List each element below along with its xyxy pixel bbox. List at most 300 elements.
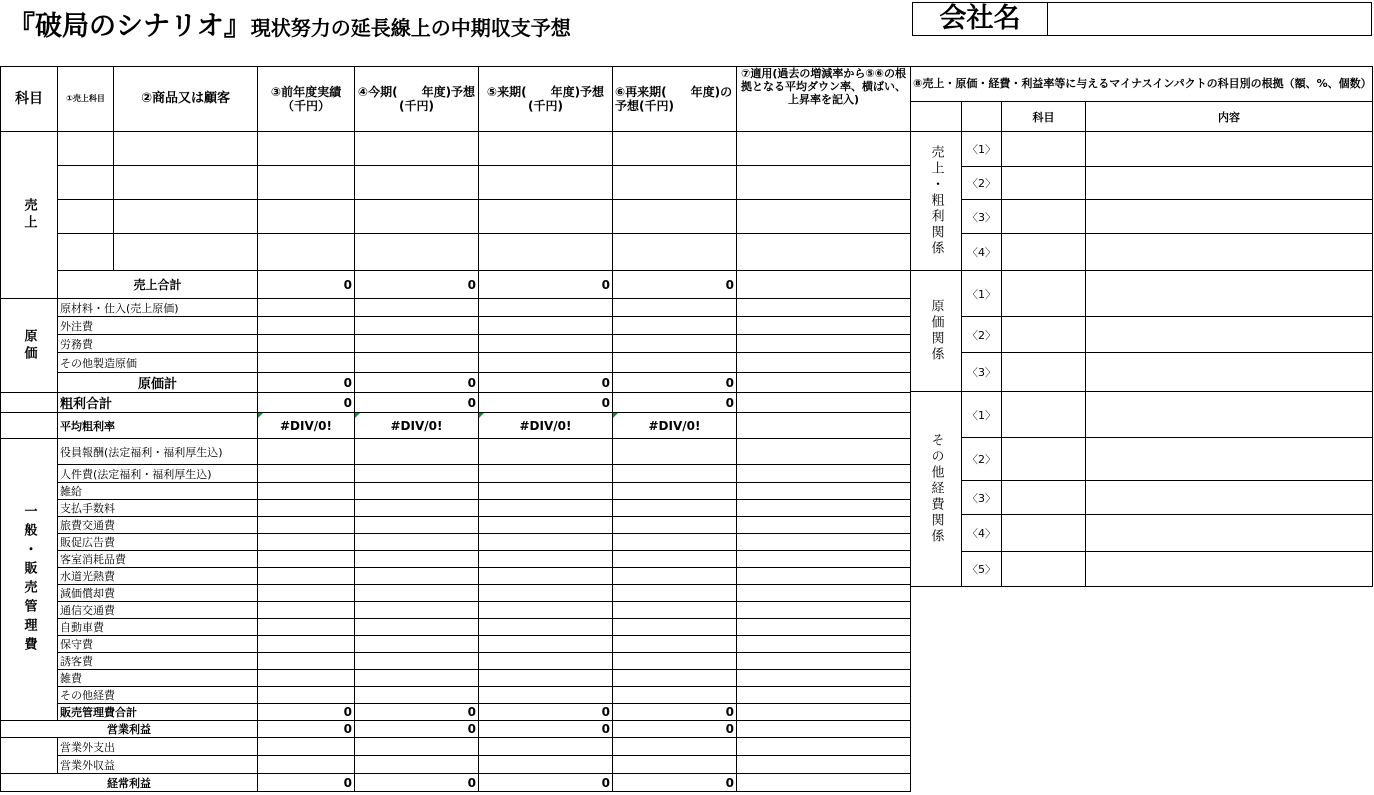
input-cell[interactable]	[613, 500, 737, 517]
input-cell[interactable]	[613, 585, 737, 602]
input-cell[interactable]	[613, 602, 737, 619]
impact-item-number: 〈4〉	[962, 234, 1002, 271]
input-cell[interactable]	[114, 234, 258, 271]
input-cell[interactable]	[1086, 353, 1373, 392]
input-cell[interactable]	[613, 670, 737, 687]
nonop-item-label: 営業外収益	[58, 756, 258, 774]
input-cell[interactable]	[737, 439, 911, 465]
input-cell[interactable]	[479, 585, 613, 602]
input-cell[interactable]	[737, 353, 911, 373]
table-row	[1, 653, 911, 670]
impact-item-number: 〈1〉	[962, 392, 1002, 438]
input-cell[interactable]	[737, 534, 911, 551]
table-row	[1, 335, 911, 353]
company-box	[912, 2, 1372, 36]
input-cell[interactable]	[355, 687, 479, 704]
value-cell: 0	[613, 271, 737, 299]
cost-item-label: 原材料・仕入(売上原価)	[58, 299, 258, 317]
blank-cell	[1, 413, 58, 439]
header-impact: ⑧売上・原価・経費・利益率等に与えるマイナスインパクトの科目別の根拠（額、%、個数）	[911, 67, 1373, 102]
input-cell[interactable]	[258, 234, 355, 271]
table-row	[1, 299, 911, 317]
input-cell[interactable]	[613, 653, 737, 670]
table-row	[1, 439, 911, 465]
input-cell[interactable]	[737, 721, 911, 738]
input-cell[interactable]	[258, 166, 355, 200]
input-cell[interactable]	[479, 500, 613, 517]
input-cell[interactable]	[479, 568, 613, 585]
input-cell[interactable]	[479, 317, 613, 335]
input-cell[interactable]	[613, 465, 737, 483]
input-cell[interactable]	[479, 551, 613, 568]
table-row	[1, 465, 911, 483]
sga-item-label: 水道光熱費	[58, 568, 258, 585]
table-row	[1, 551, 911, 568]
value-cell: 0	[258, 704, 355, 721]
input-cell[interactable]	[258, 636, 355, 653]
sga-item-label: 雑費	[58, 670, 258, 687]
input-cell[interactable]	[1002, 515, 1086, 552]
input-cell[interactable]	[355, 299, 479, 317]
input-cell[interactable]	[737, 500, 911, 517]
header-next-year: ⑤来期( 年度)予想(千円)	[479, 67, 613, 132]
input-cell[interactable]	[258, 551, 355, 568]
input-cell[interactable]	[58, 200, 114, 234]
input-cell[interactable]	[355, 166, 479, 200]
input-cell[interactable]	[1086, 438, 1373, 481]
value-cell: 0	[479, 373, 613, 393]
table-row	[911, 317, 1373, 353]
impact-item-number: 〈3〉	[962, 353, 1002, 392]
impact-group-label: その他経費関係	[911, 392, 962, 587]
input-cell[interactable]	[355, 353, 479, 373]
header-this-year: ④今期( 年度)予想(千円)	[355, 67, 479, 132]
table-row	[911, 353, 1373, 392]
input-cell[interactable]	[613, 353, 737, 373]
header-impact-kamoku: 科目	[1002, 102, 1086, 132]
table-row	[1, 166, 911, 200]
input-cell[interactable]	[1086, 481, 1373, 515]
input-cell[interactable]	[1002, 392, 1086, 438]
input-cell[interactable]	[613, 200, 737, 234]
input-cell[interactable]	[355, 335, 479, 353]
input-cell[interactable]	[737, 373, 911, 393]
value-cell: #DIV/0!	[479, 413, 613, 439]
value-cell: 0	[355, 774, 479, 792]
company-label: 会社名	[913, 3, 1048, 35]
table-row	[911, 481, 1373, 515]
input-cell[interactable]	[737, 602, 911, 619]
input-cell[interactable]	[114, 166, 258, 200]
input-cell[interactable]	[258, 465, 355, 483]
input-cell[interactable]	[737, 413, 911, 439]
input-cell[interactable]	[737, 704, 911, 721]
cost-item-label: その他製造原価	[58, 353, 258, 373]
value-cell: 0	[355, 373, 479, 393]
input-cell[interactable]	[737, 234, 911, 271]
table-row	[911, 515, 1373, 552]
impact-table	[910, 66, 1373, 587]
input-cell[interactable]	[58, 132, 114, 166]
input-cell[interactable]	[58, 166, 114, 200]
input-cell[interactable]	[1002, 317, 1086, 353]
input-cell[interactable]	[479, 738, 613, 756]
input-cell[interactable]	[613, 756, 737, 774]
input-cell[interactable]	[1086, 167, 1373, 200]
input-cell[interactable]	[479, 517, 613, 534]
table-row	[1, 200, 911, 234]
input-cell[interactable]	[479, 465, 613, 483]
table-row	[911, 271, 1373, 317]
value-cell: 0	[479, 393, 613, 413]
input-cell[interactable]	[479, 653, 613, 670]
input-cell[interactable]	[737, 568, 911, 585]
input-cell[interactable]	[1086, 552, 1373, 587]
input-cell[interactable]	[613, 636, 737, 653]
table-row	[1, 271, 911, 299]
input-cell[interactable]	[355, 465, 479, 483]
input-cell[interactable]	[1002, 271, 1086, 317]
input-cell[interactable]	[258, 602, 355, 619]
input-cell[interactable]	[613, 568, 737, 585]
sga-item-label: 保守費	[58, 636, 258, 653]
page-title	[8, 4, 571, 43]
input-cell[interactable]	[258, 585, 355, 602]
sga-item-label: その他経費	[58, 687, 258, 704]
table-row	[1, 534, 911, 551]
input-cell[interactable]	[1002, 200, 1086, 234]
table-row	[1, 619, 911, 636]
value-cell: 0	[479, 271, 613, 299]
input-cell[interactable]	[479, 687, 613, 704]
gross-label: 粗利合計	[58, 393, 258, 413]
input-cell[interactable]	[737, 670, 911, 687]
input-cell[interactable]	[479, 534, 613, 551]
value-cell: 0	[258, 721, 355, 738]
sga-item-label: 人件費(法定福利・福利厚生込)	[58, 465, 258, 483]
input-cell[interactable]	[737, 393, 911, 413]
table-row	[1, 585, 911, 602]
title-main: 『破局のシナリオ』	[8, 11, 251, 42]
input-cell[interactable]	[737, 299, 911, 317]
input-cell[interactable]	[737, 774, 911, 792]
header-product: ②商品又は顧客	[114, 67, 258, 132]
sga-item-label: 減価償却費	[58, 585, 258, 602]
table-row	[1, 353, 911, 373]
input-cell[interactable]	[479, 335, 613, 353]
forecast-table	[0, 66, 911, 792]
blank-cell	[911, 102, 962, 132]
value-cell: 0	[258, 373, 355, 393]
input-cell[interactable]	[1086, 234, 1373, 271]
input-cell[interactable]	[258, 738, 355, 756]
title-sub: 現状努力の延長線上の中期収支予想	[250, 16, 571, 40]
impact-item-number: 〈4〉	[962, 515, 1002, 552]
input-cell[interactable]	[737, 636, 911, 653]
input-cell[interactable]	[479, 619, 613, 636]
cost-item-label: 外注費	[58, 317, 258, 335]
input-cell[interactable]	[1002, 481, 1086, 515]
sga-item-label: 客室消耗品費	[58, 551, 258, 568]
input-cell[interactable]	[613, 299, 737, 317]
input-cell[interactable]	[355, 483, 479, 500]
table-row	[911, 234, 1373, 271]
cost-total-label: 原価計	[58, 373, 258, 393]
input-cell[interactable]	[258, 335, 355, 353]
header-notes: ⑦適用(過去の増減率から⑤⑥の根拠となる平均ダウン率、横ばい、上昇率を記入)	[737, 67, 911, 132]
table-row	[1, 687, 911, 704]
input-cell[interactable]	[1086, 132, 1373, 167]
input-cell[interactable]	[613, 439, 737, 465]
blank-cell	[1, 393, 58, 413]
value-cell: #DIV/0!	[258, 413, 355, 439]
input-cell[interactable]	[737, 738, 911, 756]
input-cell[interactable]	[737, 551, 911, 568]
input-cell[interactable]	[479, 483, 613, 500]
input-cell[interactable]	[737, 200, 911, 234]
table-row	[911, 438, 1373, 481]
input-cell[interactable]	[355, 585, 479, 602]
header-kamoku: 科目	[1, 67, 58, 132]
input-cell[interactable]	[258, 756, 355, 774]
input-cell[interactable]	[613, 132, 737, 166]
value-cell: 0	[258, 393, 355, 413]
sga-total-label: 販売管理費合計	[58, 704, 258, 721]
sga-item-label: 誘客費	[58, 653, 258, 670]
header-year-after: ⑥再来期( 年度)の予想(千円)	[613, 67, 737, 132]
input-cell[interactable]	[355, 602, 479, 619]
value-cell: 0	[355, 393, 479, 413]
input-cell[interactable]	[613, 534, 737, 551]
impact-group-label: 売上・粗利関係	[911, 132, 962, 271]
table-row	[1, 500, 911, 517]
input-cell[interactable]	[114, 132, 258, 166]
input-cell[interactable]	[613, 483, 737, 500]
impact-item-number: 〈2〉	[962, 317, 1002, 353]
input-cell[interactable]	[258, 483, 355, 500]
operating-label: 営業利益	[1, 721, 258, 738]
group-sales: 売上	[1, 132, 58, 299]
impact-item-number: 〈3〉	[962, 200, 1002, 234]
table-row	[1, 413, 911, 439]
input-cell[interactable]	[479, 234, 613, 271]
impact-item-number: 〈3〉	[962, 481, 1002, 515]
input-cell[interactable]	[737, 619, 911, 636]
input-cell[interactable]	[737, 517, 911, 534]
input-cell[interactable]	[1086, 392, 1373, 438]
table-row	[1, 393, 911, 413]
input-cell[interactable]	[613, 619, 737, 636]
input-cell[interactable]	[613, 738, 737, 756]
input-cell[interactable]	[355, 756, 479, 774]
input-cell[interactable]	[355, 534, 479, 551]
blank-cell	[1, 738, 58, 774]
value-cell: 0	[355, 704, 479, 721]
input-cell[interactable]	[737, 483, 911, 500]
header-sales-item: ①売上科目	[58, 67, 114, 132]
company-name-field[interactable]	[1048, 3, 1371, 35]
value-cell: #DIV/0!	[355, 413, 479, 439]
input-cell[interactable]	[355, 670, 479, 687]
input-cell[interactable]	[479, 353, 613, 373]
input-cell[interactable]	[258, 500, 355, 517]
input-cell[interactable]	[737, 335, 911, 353]
input-cell[interactable]	[355, 517, 479, 534]
input-cell[interactable]	[355, 317, 479, 335]
input-cell[interactable]	[1002, 552, 1086, 587]
table-row	[1, 517, 911, 534]
input-cell[interactable]	[737, 271, 911, 299]
input-cell[interactable]	[613, 517, 737, 534]
input-cell[interactable]	[58, 234, 114, 271]
input-cell[interactable]	[355, 439, 479, 465]
table-row	[1, 317, 911, 335]
input-cell[interactable]	[1086, 271, 1373, 317]
input-cell[interactable]	[355, 653, 479, 670]
sga-item-label: 自動車費	[58, 619, 258, 636]
input-cell[interactable]	[355, 500, 479, 517]
input-cell[interactable]	[1002, 438, 1086, 481]
input-cell[interactable]	[355, 738, 479, 756]
input-cell[interactable]	[479, 439, 613, 465]
input-cell[interactable]	[258, 534, 355, 551]
input-cell[interactable]	[479, 166, 613, 200]
input-cell[interactable]	[479, 602, 613, 619]
table-row	[911, 392, 1373, 438]
nonop-item-label: 営業外支出	[58, 738, 258, 756]
table-row	[911, 132, 1373, 167]
input-cell[interactable]	[258, 353, 355, 373]
input-cell[interactable]	[258, 670, 355, 687]
input-cell[interactable]	[613, 234, 737, 271]
input-cell[interactable]	[479, 636, 613, 653]
input-cell[interactable]	[1086, 200, 1373, 234]
input-cell[interactable]	[258, 132, 355, 166]
sga-item-label: 旅費交通費	[58, 517, 258, 534]
input-cell[interactable]	[258, 687, 355, 704]
input-cell[interactable]	[355, 619, 479, 636]
value-cell: 0	[613, 393, 737, 413]
value-cell: 0	[355, 271, 479, 299]
margin-label: 平均粗利率	[58, 413, 258, 439]
input-cell[interactable]	[479, 200, 613, 234]
table-row	[911, 552, 1373, 587]
input-cell[interactable]	[258, 653, 355, 670]
table-row	[1, 234, 911, 271]
input-cell[interactable]	[737, 687, 911, 704]
sga-item-label: 通信交通費	[58, 602, 258, 619]
table-row	[1, 568, 911, 585]
blank-cell	[962, 102, 1002, 132]
input-cell[interactable]	[355, 636, 479, 653]
input-cell[interactable]	[1002, 132, 1086, 167]
value-cell: 0	[613, 373, 737, 393]
impact-item-number: 〈1〉	[962, 132, 1002, 167]
cost-item-label: 労務費	[58, 335, 258, 353]
input-cell[interactable]	[613, 335, 737, 353]
header-impact-content: 内容	[1086, 102, 1373, 132]
input-cell[interactable]	[737, 653, 911, 670]
impact-item-number: 〈2〉	[962, 438, 1002, 481]
input-cell[interactable]	[737, 585, 911, 602]
ordinary-label: 経常利益	[1, 774, 258, 792]
table-row	[1, 636, 911, 653]
value-cell: 0	[479, 721, 613, 738]
table-row	[1, 721, 911, 738]
input-cell[interactable]	[613, 687, 737, 704]
table-row	[1, 774, 911, 792]
input-cell[interactable]	[258, 568, 355, 585]
input-cell[interactable]	[258, 200, 355, 234]
input-cell[interactable]	[613, 166, 737, 200]
input-cell[interactable]	[1002, 167, 1086, 200]
value-cell: 0	[479, 704, 613, 721]
value-cell: 0	[258, 774, 355, 792]
input-cell[interactable]	[355, 551, 479, 568]
value-cell: 0	[355, 721, 479, 738]
input-cell[interactable]	[355, 568, 479, 585]
sga-item-label: 支払手数料	[58, 500, 258, 517]
table-row	[1, 373, 911, 393]
header-prev-year: ③前年度実績（千円）	[258, 67, 355, 132]
input-cell[interactable]	[479, 132, 613, 166]
input-cell[interactable]	[114, 200, 258, 234]
value-cell: 0	[479, 774, 613, 792]
input-cell[interactable]	[258, 299, 355, 317]
input-cell[interactable]	[258, 317, 355, 335]
input-cell[interactable]	[479, 299, 613, 317]
sga-item-label: 販促広告費	[58, 534, 258, 551]
input-cell[interactable]	[258, 619, 355, 636]
table-row	[1, 704, 911, 721]
input-cell[interactable]	[355, 132, 479, 166]
group-sga: 一般・販売管理費	[1, 439, 58, 721]
input-cell[interactable]	[613, 317, 737, 335]
input-cell[interactable]	[479, 670, 613, 687]
table-row	[1, 483, 911, 500]
table-row	[911, 200, 1373, 234]
input-cell[interactable]	[355, 234, 479, 271]
input-cell[interactable]	[613, 551, 737, 568]
sales-total-label: 売上合計	[58, 271, 258, 299]
input-cell[interactable]	[479, 756, 613, 774]
input-cell[interactable]	[258, 517, 355, 534]
value-cell: 0	[613, 774, 737, 792]
input-cell[interactable]	[1002, 353, 1086, 392]
input-cell[interactable]	[737, 132, 911, 166]
sga-item-label: 雑給	[58, 483, 258, 500]
input-cell[interactable]	[1086, 317, 1373, 353]
value-cell: 0	[613, 704, 737, 721]
impact-group-label: 原価関係	[911, 271, 962, 392]
table-row	[911, 67, 1373, 102]
sga-item-label: 役員報酬(法定福利・福利厚生込)	[58, 439, 258, 465]
input-cell[interactable]	[258, 439, 355, 465]
table-row	[1, 738, 911, 756]
table-row	[1, 602, 911, 619]
input-cell[interactable]	[737, 756, 911, 774]
input-cell[interactable]	[737, 166, 911, 200]
impact-item-number: 〈5〉	[962, 552, 1002, 587]
input-cell[interactable]	[737, 465, 911, 483]
input-cell[interactable]	[1002, 234, 1086, 271]
table-row	[1, 132, 911, 166]
table-row	[911, 102, 1373, 132]
input-cell[interactable]	[355, 200, 479, 234]
input-cell[interactable]	[737, 317, 911, 335]
input-cell[interactable]	[1086, 515, 1373, 552]
table-row	[1, 67, 911, 132]
